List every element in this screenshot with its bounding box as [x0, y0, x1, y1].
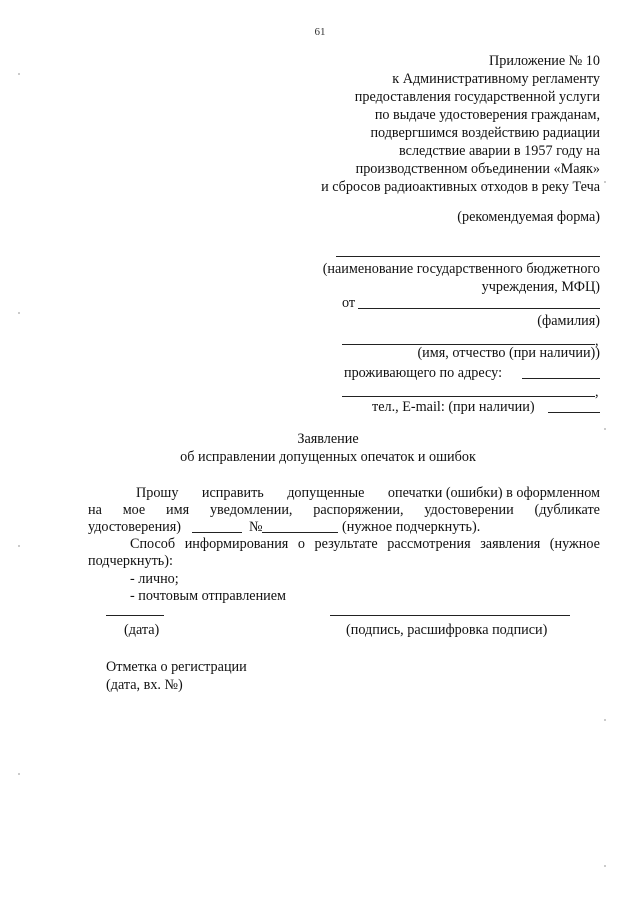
from-label: от: [342, 295, 356, 311]
institution-label: учреждения, МФЦ): [481, 279, 600, 295]
phone-line[interactable]: [548, 412, 600, 413]
appendix-line: вследствие аварии в 1957 году на: [399, 143, 600, 159]
signature-line[interactable]: [330, 615, 570, 616]
number-sign: №: [249, 519, 263, 535]
word: распоряжении,: [313, 502, 404, 518]
notify-method-line-2: подчеркнуть):: [88, 553, 173, 569]
word: заявления: [480, 536, 541, 552]
name-line-comma: ,: [595, 333, 599, 349]
institution-label: (наименование государственного бюджетного: [322, 261, 600, 277]
word: удостоверении: [424, 502, 514, 518]
word: мое: [122, 502, 146, 518]
scan-speck: [18, 773, 20, 775]
word: уведомлении,: [209, 502, 293, 518]
address-line-2[interactable]: [342, 396, 595, 397]
option-by-mail[interactable]: - почтовым отправлением: [130, 588, 287, 604]
address-line-1[interactable]: [522, 378, 600, 379]
surname-label: (фамилия): [537, 313, 600, 329]
scan-speck: [18, 73, 20, 75]
scan-speck: [604, 719, 606, 721]
number-blank[interactable]: [262, 532, 338, 533]
scan-speck: [18, 545, 20, 547]
request-line-3a: удостоверения): [88, 519, 182, 535]
appendix-line: и сбросов радиоактивных отходов в реку Теча: [321, 179, 600, 195]
word: (нужное: [549, 536, 600, 552]
scan-speck: [604, 181, 606, 183]
word: о: [297, 536, 305, 552]
word: на: [88, 502, 102, 518]
word: (дубликате: [534, 502, 600, 518]
date-line[interactable]: [106, 615, 164, 616]
registration-details: (дата, вх. №): [106, 677, 183, 693]
word: информирования: [184, 536, 289, 552]
word: результате: [314, 536, 378, 552]
address-label: проживающего по адресу:: [344, 365, 503, 381]
word: Прошу: [136, 485, 179, 501]
appendix-line: Приложение № 10: [489, 53, 600, 69]
institution-line[interactable]: [336, 256, 600, 257]
scan-speck: [604, 865, 606, 867]
word: Способ: [130, 536, 176, 552]
appendix-line: подвергшимся воздействию радиации: [370, 125, 600, 141]
surname-line[interactable]: [358, 308, 600, 309]
scan-speck: [18, 312, 20, 314]
notify-method-line-1: [130, 535, 600, 553]
duplicate-blank[interactable]: [192, 532, 242, 533]
word: исправить: [201, 485, 264, 501]
date-label: (дата): [124, 622, 160, 638]
appendix-line: предоставления государственной услуги: [354, 89, 600, 105]
request-line-2: [88, 501, 600, 519]
word: допущенные: [287, 485, 365, 501]
scan-speck: [604, 428, 606, 430]
option-in-person[interactable]: - лично;: [130, 571, 179, 587]
word: имя: [166, 502, 190, 518]
phone-label: тел., E-mail: (при наличии): [372, 399, 535, 415]
recommended-form-note: (рекомендуемая форма): [457, 209, 600, 225]
word: опечатки (ошибки) в оформленном: [387, 485, 600, 501]
name-label: (имя, отчество (при наличии)): [417, 345, 600, 361]
request-line-1: [136, 484, 600, 502]
word: рассмотрения: [387, 536, 471, 552]
appendix-line: к Административному регламенту: [392, 71, 600, 87]
page-number: 61: [314, 26, 326, 38]
registration-mark: Отметка о регистрации: [106, 659, 247, 675]
address-line-comma: ,: [595, 384, 599, 400]
appendix-line: производственном объединении «Маяк»: [355, 161, 600, 177]
document-title: Заявление: [297, 431, 359, 447]
signature-label: (подпись, расшифровка подписи): [346, 622, 548, 638]
request-line-3c: (нужное подчеркнуть).: [342, 519, 481, 535]
appendix-line: по выдаче удостоверения гражданам,: [374, 107, 600, 123]
document-subtitle: об исправлении допущенных опечаток и ошибок: [180, 449, 476, 465]
